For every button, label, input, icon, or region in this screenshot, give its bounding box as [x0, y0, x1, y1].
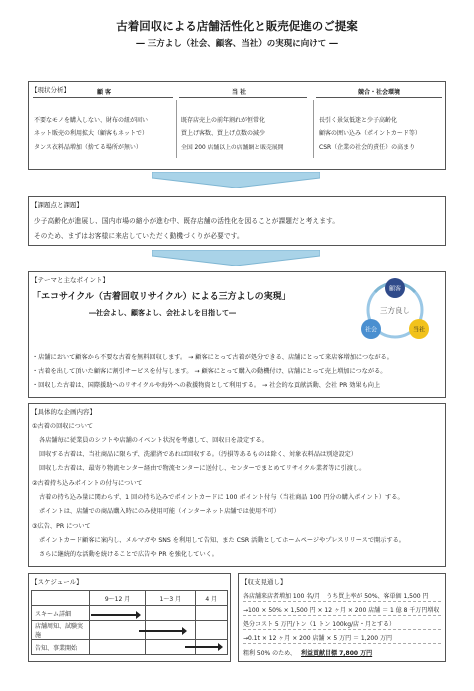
schedule-col-header: 1〜3 月: [146, 591, 195, 606]
schedule-col-header: 9〜12 月: [90, 591, 146, 606]
page-title: 古着回収による店舗活性化と販売促進のご提案: [116, 19, 358, 33]
company-header-line: [179, 97, 307, 98]
schedule-row-label: スキーム詳細: [32, 606, 90, 621]
plan-line: 古着の持ち込み量に関わらず、1 回の持ち込みでポイントカードに 100 ポイント付与（当社商品 100 円分の購入ポイント）する。: [39, 494, 404, 501]
diagram-society-label: 社会: [364, 326, 378, 334]
eco-subtitle: ―社会よし、顧客よし、会社よしを目指して―: [89, 309, 236, 317]
schedule-corner: [32, 591, 90, 606]
company-item: 買上げ客数、買上げ点数の減少: [181, 130, 266, 137]
revenue-line: 各店舗来店者増加 100 名/月 うち買上率が 50%、客単価 1,500 円: [243, 593, 429, 600]
current-analysis-box: [28, 81, 446, 170]
divider: [243, 615, 441, 616]
issues-line: 少子高齢化が進展し、国内市場の縮小が進む中、既存店舗の活性化を図ることが課題だと考えます。: [34, 217, 340, 225]
customer-item: ネット販売の利用拡大（顧客もネットで）: [34, 130, 149, 137]
company-item: 既存店売上の前年割れが恒常化: [181, 117, 266, 124]
plan-heading: ②古着持ち込みポイントの付与について: [32, 480, 143, 487]
theme-box: [28, 271, 446, 398]
plan-line: 各店舗毎に従業員のシフトや店舗のイベント状況を考慮して、回収日を設定する。: [39, 437, 268, 444]
plan-label: 【具体的な企画内容】: [31, 408, 96, 416]
flow-arrow: [152, 172, 320, 188]
customer-header: 顧 客: [96, 89, 112, 96]
customer-header-line: [33, 97, 173, 98]
revenue-label: 【収支見通し】: [241, 578, 287, 586]
issues-label: 【課題点と課題】: [31, 201, 83, 209]
schedule-box: [28, 573, 231, 662]
plan-line: ポイントカード顧客に案内し、メルマガや SNS を利用して告知、また CSR 活動としてホームページやプレスリリースで開示する。: [39, 537, 405, 544]
schedule-arrow: [185, 646, 219, 648]
divider: [243, 629, 441, 630]
column-divider: [176, 100, 177, 158]
schedule-col-header: 4 月: [195, 591, 227, 606]
society-header: 競合・社会環境: [357, 89, 400, 96]
schedule-row-label: 告知、事業開始: [32, 640, 90, 655]
eco-title: 「エコサイクル（古着回収リサイクル）による三方よしの実現」: [32, 292, 291, 302]
schedule-row-label: 店舗周知、試験実施: [32, 621, 90, 640]
column-divider: [313, 100, 314, 158]
divider: [243, 601, 441, 602]
profit-target: 利益貢献目標 7,800 万円: [301, 650, 373, 657]
theme-label: 【テーマと主なポイント】: [31, 276, 109, 284]
plan-line: さらに継続的な活動を続けることで広告や PR を強化していく。: [39, 551, 218, 558]
society-item: CSR（企業の社会的責任）の高まり: [319, 144, 416, 151]
theme-bullet: ・古着を出して頂いた顧客に割引サービスを付与します。 → 顧客にとって購入の動機付け、店舗にとって売上増加につながる。: [32, 368, 387, 375]
diagram-customer-label: 顧客: [388, 285, 402, 293]
plan-heading: ①古着の回収について: [32, 423, 94, 430]
current-analysis-label: 【現状分析】: [31, 86, 70, 94]
revenue-line: →0.1t × 12 ヶ月 × 200 店舗 × 5 万円 ＝ 1,200 万円: [243, 635, 392, 642]
plan-line: 回収する古着は、当社商品に限らず、洗濯済であれば回収する。（汚損等あるものは除く、対象衣料品は別途設定）: [39, 451, 358, 458]
schedule-label: 【スケジュール】: [31, 578, 83, 586]
plan-line: ポイントは、店舗での商品購入時にのみ使用可能（インターネット店舗では使用不可）: [39, 508, 280, 515]
customer-item: 不要なモノを購入しない、財布の紐が固い: [34, 117, 148, 124]
revenue-line: 処分コスト 5 万円/トン（1 トン 100kg/店・月とする）: [243, 621, 396, 628]
flow-arrow: [152, 250, 320, 266]
schedule-arrow: [139, 630, 183, 632]
diagram-company-label: 当社: [412, 326, 426, 334]
revenue-line: 粗利 50% のため、: [243, 650, 296, 657]
society-item: 長引く景気低迷と少子高齢化: [319, 117, 398, 124]
society-item: 顧客の囲い込み（ポイントカード等）: [319, 130, 421, 137]
schedule-arrow: [91, 614, 137, 616]
company-header: 当 社: [231, 89, 247, 96]
issues-line: そのため、まずはお客様に来店していただく動機づくりが必要です。: [34, 232, 244, 240]
revenue-line: →100 × 50% × 1,500 円 × 12 ヶ月 × 200 店舗 ＝ 1 億 8 千万円増収: [243, 607, 440, 614]
plan-heading: ③広告、PR について: [32, 523, 91, 530]
plan-box: [28, 403, 446, 567]
page-subtitle: ― 三方よし（社会、顧客、当社）の実現に向けて ―: [136, 39, 338, 49]
theme-bullet: ・店舗において顧客から不要な古着を無料回収します。 → 顧客にとって古着が処分できる、店舗にとって来店客増加につながる。: [32, 354, 393, 361]
divider: [243, 643, 441, 644]
diagram-center-label: 三方良し: [380, 306, 410, 315]
sanpo-yoshi-diagram: [347, 276, 443, 342]
revenue-box: [238, 573, 446, 662]
plan-line: 回収した古着は、最寄り物流センター経由で物流センターに送付し、センターでまとめてリサイクル業者等に引渡し。: [39, 465, 366, 472]
society-header-line: [316, 97, 442, 98]
company-item: 全国 200 店舗以上の店舗網と販売展開: [181, 145, 284, 151]
issues-box: [28, 196, 446, 246]
theme-bullet: ・回収した古着は、国際援助へのリサイクルや海外への救援物資として利用する。 → 社会的な貢献活動、会社 PR 効果も向上: [32, 382, 381, 389]
customer-item: タンス衣料品増加（捨てる場所が無い）: [34, 144, 142, 151]
